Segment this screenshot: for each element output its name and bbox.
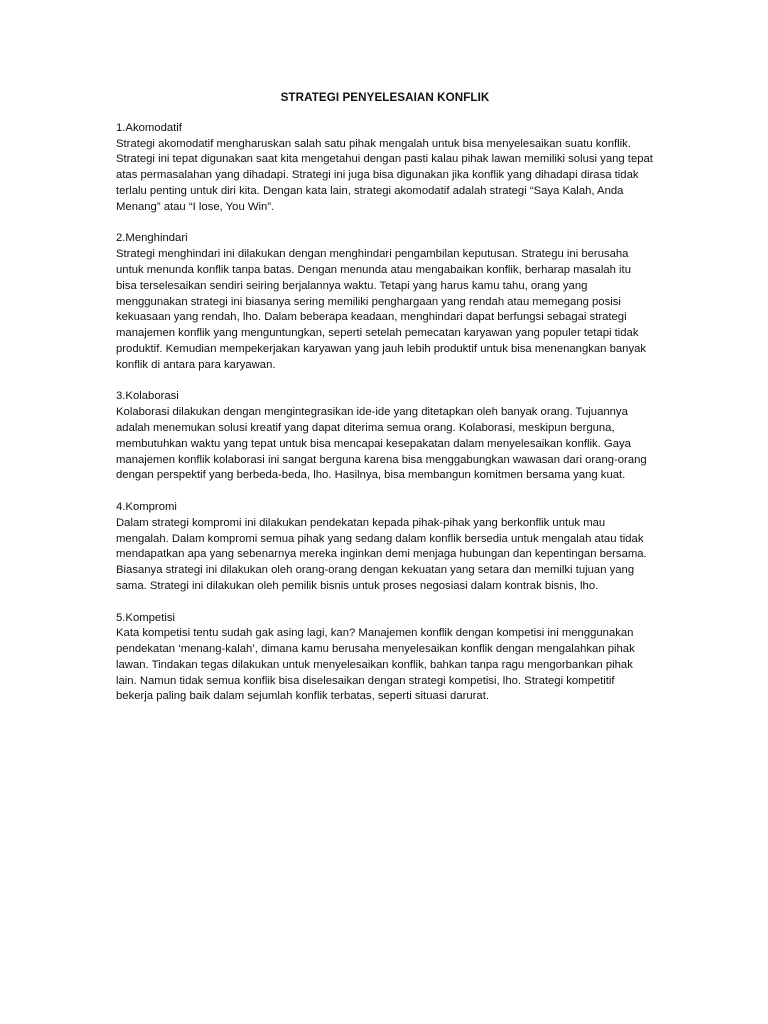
section-heading: 2.Menghindari (116, 232, 188, 245)
section-paragraph: Kolaborasi dilakukan dengan mengintegrasikan ide-ide yang ditetapkan oleh banyak orang. Tujuannya adalah menemukan solusi kreatif yang dapat diterima semua orang. Kolaborasi, meskipun berguna, membutuhkan waktu yang tepat untuk bisa mencapai kesepakatan dalam menyelesaikan konflik. Gaya manajemen konflik kolaborasi ini sangat berguna karena bisa menggabungkan wawasan dari orang-orang dengan perspektif yang berbeda-beda, lho. Hasilnya, bisa membangun komitmen bersama yang kuat. (116, 406, 647, 482)
section-heading: 3.Kolaborasi (116, 390, 179, 403)
section-kompromi (116, 500, 654, 595)
section-heading: 5.Kompetisi (116, 611, 176, 624)
section-kolaborasi (116, 389, 654, 484)
section-paragraph: Kata kompetisi tentu sudah gak asing lagi, kan? Manajemen konflik dengan kompetisi ini menggunakan pendekatan ‘menang-kalah’, dimana kamu berusaha menyelesaikan konflik dengan mengalahkan pihak lawan. Tindakan tegas dilakukan untuk menyelesaikan konflik, bahkan tanpa ragu mengorbankan pihak lain. Namun tidak semua konflik bisa diselesaikan dengan strategi kompetisi, lho. Strategi kompetitif bekerja paling baik dalam sejumlah konflik terbatas, seperti situasi darurat. (116, 627, 635, 703)
section-kompetisi (116, 611, 654, 706)
section-paragraph: Dalam strategi kompromi ini dilakukan pendekatan kepada pihak-pihak yang berkonflik untuk mau mengalah. Dalam kompromi semua pihak yang sedang dalam konflik bersedia untuk mengalah atau tidak mendapatkan apa yang sebenarnya mereka inginkan demi menjaga hubungan dan kepentingan bersama. Biasanya strategi ini dilakukan oleh orang-orang dengan kekuatan yang setara dan memilki tujuan yang sama. Strategi ini dilakukan oleh pemilik bisnis untuk proses negosiasi dalam kontrak bisnis, lho. (116, 516, 647, 592)
section-heading: 4.Kompromi (116, 500, 177, 513)
document-title: STRATEGI PENYELESAIAN KONFLIK (280, 91, 490, 104)
section-akomodatif (116, 121, 654, 216)
section-menghindari (116, 231, 654, 373)
section-heading: 1.Akomodatif (116, 121, 182, 134)
document-body (116, 90, 654, 721)
section-paragraph: Strategi akomodatif mengharuskan salah satu pihak mengalah untuk bisa menyelesaikan suatu konflik. Strategi ini tepat digunakan saat kita mengetahui dengan pasti kalau pihak lawan memiliki solusi yang tepat atas permasalahan yang dihadapi. Strategi ini juga bisa digunakan jika konflik yang dihadapi dirasa tidak terlalu penting untuk diri kita. Dengan kata lain, strategi akomodatif adalah strategi “Saya Kalah, Anda Menang” atau “I lose, You Win”. (116, 137, 653, 213)
section-paragraph: Strategi menghindari ini dilakukan dengan menghindari pengambilan keputusan. Strategu ini berusaha untuk menunda konflik tanpa batas. Dengan menunda atau mengabaikan konflik, berharap masalah itu bisa terselesaikan sendiri seiring berjalannya waktu. Tetapi yang harus kamu tahu, orang yang menggunakan strategi ini biasanya sering memiliki penghargaan yang rendah atau memegang posisi kekuasaan yang rendah, lho. Dalam beberapa keadaan, menghindari dapat berfungsi sebagai strategi manajemen konflik yang menguntungkan, seperti setelah pemecatan karyawan yang populer tetapi tidak produktif. Kemudian mempekerjakan karyawan yang jauh lebih produktif untuk bisa menenangkan banyak konflik di antara para karyawan. (116, 248, 647, 371)
